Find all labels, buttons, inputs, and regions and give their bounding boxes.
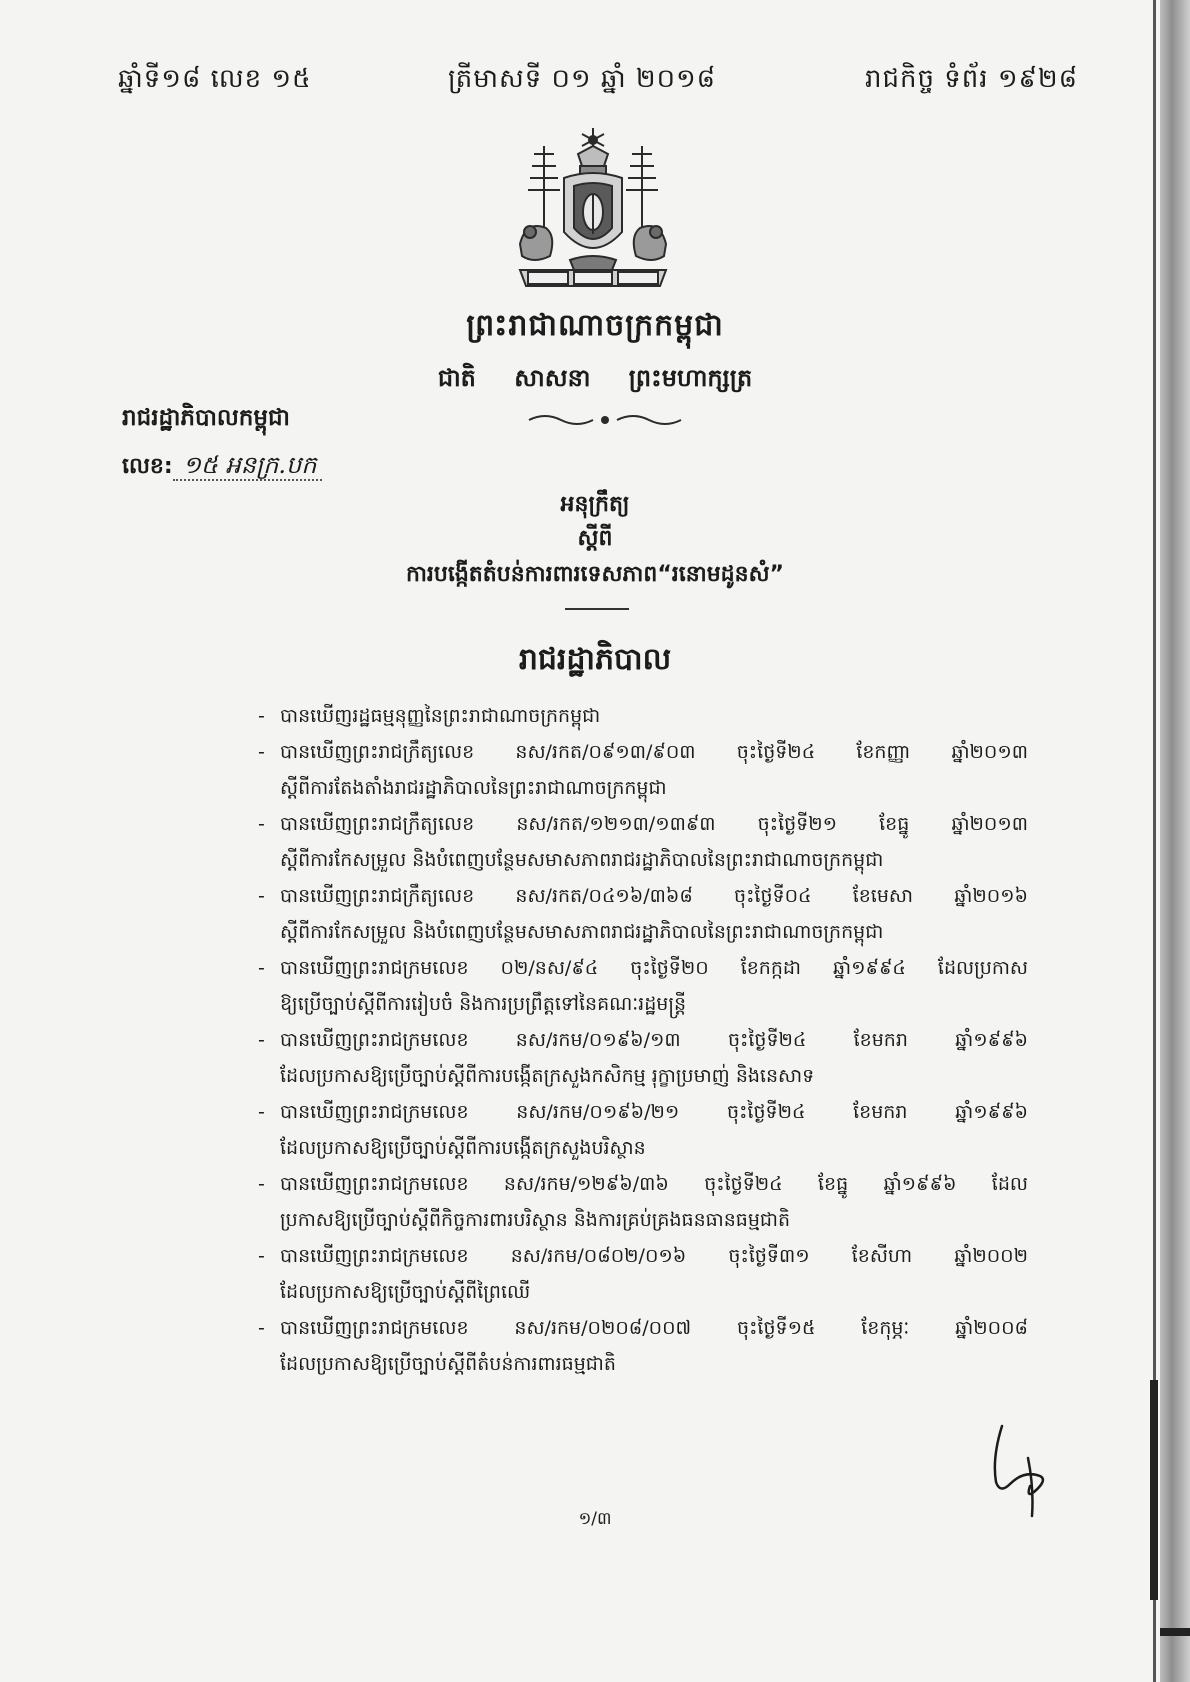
signature-initial-icon [990,1418,1060,1518]
document-title: ការបង្កើតតំបន់ការពារទេសភាព“រនោមដូនសំ” [405,562,785,587]
national-motto: ជាតិ សាសនា ព្រះមហាក្សត្រ [437,364,753,392]
list-item-line: បានឃើញព្រះរាជក្រឹត្យលេខ នស/រកត/១២១៣/១៣៩៣ ចុះថ្ងៃទី២១ ខែធ្នូ ឆ្នាំ២០១៣ [280,813,1028,835]
reference-value: ១៥ អនក្រ.បក [173,451,323,481]
list-item-line: បានឃើញព្រះរាជក្រមលេខ នស/រកម/០១៩៦/២១ ចុះថ្ងៃទី២៤ ខែមករា ឆ្នាំ១៩៩៦ [280,1101,1028,1123]
list-item-line: ដែលប្រកាសឱ្យប្រើច្បាប់ស្ដីពីការបង្កើតក្រសួងកសិកម្ម រុក្ខាប្រមាញ់ និងនេសាទ [280,1065,815,1087]
gazette-header [118,62,1078,102]
list-item-line: បានឃើញព្រះរាជក្រមលេខ នស/រកម/០៨០២/០១៦ ចុះថ្ងៃទី៣១ ខែសីហា ឆ្នាំ២០០២ [280,1245,1028,1267]
list-item: - បានឃើញព្រះរាជក្រមលេខ ០២/នស/៩៤ ចុះថ្ងៃទី២០ ខែកក្កដា ឆ្នាំ១៩៩៤ ដែលប្រកាស ឱ្យប្រើច្បាប់ស្ដីពីការរៀបចំ និងការប្រព្រឹត្តទៅនៃគណៈរដ្ឋមន្ត្រី [258,950,1028,1022]
list-item-line: ស្ដីពីការកែសម្រួល និងបំពេញបន្ថែមសមាសភាពរាជរដ្ឋាភិបាលនៃព្រះរាជាណាចក្រកម្ពុជា [280,849,884,871]
list-item-line: ឱ្យប្រើច្បាប់ស្ដីពីការរៀបចំ និងការប្រព្រឹត្តទៅនៃគណៈរដ្ឋមន្ត្រី [280,993,687,1015]
page-number: ១/៣ [578,1509,612,1529]
list-item-line: បានឃើញព្រះរាជក្រឹត្យលេខ នស/រកត/០៩១៣/៩០៣ ចុះថ្ងៃទី២៤ ខែកញ្ញា ឆ្នាំ២០១៣ [280,741,1028,763]
kingdom-title: ព្រះរាជាណាចក្រកម្ពុជា [466,308,724,343]
header-issue: ឆ្នាំទី១៨ លេខ ១៥ [118,64,312,94]
list-item: - បានឃើញព្រះរាជក្រឹត្យលេខ នស/រកត/១២១៣/១៣៩៣ ចុះថ្ងៃទី២១ ខែធ្នូ ឆ្នាំ២០១៣ ស្ដីពីការកែសម្រួល និងបំពេញបន្ថែមសមាសភាពរាជរដ្ឋាភិបាលនៃព្រះរាជាណាចក្រកម្ពុជា [258,806,1028,878]
document-about: ស្ដីពី [577,526,613,551]
scan-edge-mark [1160,1628,1190,1636]
list-item-line: ដែលប្រកាសឱ្យប្រើច្បាប់ស្ដីពីការបង្កើតក្រសួងបរិស្ថាន [280,1137,646,1159]
list-item-line: បានឃើញព្រះរាជក្រមលេខ នស/រកម/១២៩៦/៣៦ ចុះថ្ងៃទី២៤ ខែធ្នូ ឆ្នាំ១៩៩៦ ដែល [280,1173,1028,1195]
title-divider [565,608,629,610]
ornament-divider-icon [525,412,685,428]
list-item-line: បានឃើញរដ្ឋធម្មនុញ្ញនៃព្រះរាជាណាចក្រកម្ពុជា [280,705,601,727]
document-type: អនុក្រឹត្យ [560,492,630,517]
scan-edge-shadow [1160,0,1190,1682]
issuing-government: រាជរដ្ឋាភិបាលកម្ពុជា [122,405,290,431]
list-item-line: បានឃើញព្រះរាជក្រមលេខ នស/រកម/០១៩៦/១៣ ចុះថ្ងៃទី២៤ ខែមករា ឆ្នាំ១៩៩៦ [280,1029,1028,1051]
list-item: - បានឃើញរដ្ឋធម្មនុញ្ញនៃព្រះរាជាណាចក្រកម្ពុជា [258,698,1028,734]
list-item: - បានឃើញព្រះរាជក្រមលេខ នស/រកម/០១៩៦/១៣ ចុះថ្ងៃទី២៤ ខែមករា ឆ្នាំ១៩៩៦ ដែលប្រកាសឱ្យប្រើច្បាប់ស្ដីពីការបង្កើតក្រសួងកសិកម្ម រុក្ខាប្រមាញ់ និងនេសាទ [258,1022,1028,1094]
reference-label: លេខ: [122,454,173,479]
header-page-ref: រាជកិច្ច ទំព័រ ១៩២៨ [865,64,1078,94]
list-item-line: បានឃើញព្រះរាជក្រឹត្យលេខ នស/រកត/០៤១៦/៣៦៨ ចុះថ្ងៃទី០៤ ខែមេសា ឆ្នាំ២០១៦ [280,885,1028,907]
list-item: - បានឃើញព្រះរាជក្រមលេខ នស/រកម/០២០៨/០០៧ ចុះថ្ងៃទី១៥ ខែកុម្ភៈ ឆ្នាំ២០០៨ ដែលប្រកាសឱ្យប្រើច្បាប់ស្ដីពីតំបន់ការពារធម្មជាតិ [258,1310,1028,1382]
list-item: - បានឃើញព្រះរាជក្រឹត្យលេខ នស/រកត/០៩១៣/៩០៣ ចុះថ្ងៃទី២៤ ខែកញ្ញា ឆ្នាំ២០១៣ ស្ដីពីការតែងតាំងរាជរដ្ឋាភិបាលនៃព្រះរាជាណាចក្រកម្ពុជា [258,734,1028,806]
list-item: - បានឃើញព្រះរាជក្រឹត្យលេខ នស/រកត/០៤១៦/៣៦៨ ចុះថ្ងៃទី០៤ ខែមេសា ឆ្នាំ២០១៦ ស្ដីពីការកែសម្រួល និងបំពេញបន្ថែមសមាសភាពរាជរដ្ឋាភិបាលនៃព្រះរាជាណាចក្រកម្ពុជា [258,878,1028,950]
list-item: - បានឃើញព្រះរាជក្រមលេខ នស/រកម/០៨០២/០១៦ ចុះថ្ងៃទី៣១ ខែសីហា ឆ្នាំ២០០២ ដែលប្រកាសឱ្យប្រើច្បាប់ស្ដីពីព្រៃឈើ [258,1238,1028,1310]
list-item-line: ដែលប្រកាសឱ្យប្រើច្បាប់ស្ដីពីព្រៃឈើ [280,1281,531,1303]
list-item-line: បានឃើញព្រះរាជក្រមលេខ ០២/នស/៩៤ ចុះថ្ងៃទី២០ ខែកក្កដា ឆ្នាំ១៩៩៤ ដែលប្រកាស [280,957,1028,979]
header-quarter: ត្រីមាសទី ០១ ឆ្នាំ ២០១៨ [448,64,717,94]
scan-edge-mark [1150,1380,1158,1600]
royal-arms-emblem-icon [500,124,686,300]
authority-heading: រាជរដ្ឋាភិបាល [518,642,672,677]
list-item-line: ដែលប្រកាសឱ្យប្រើច្បាប់ស្ដីពីតំបន់ការពារធម្មជាតិ [280,1353,616,1375]
list-item: - បានឃើញព្រះរាជក្រមលេខ នស/រកម/១២៩៦/៣៦ ចុះថ្ងៃទី២៤ ខែធ្នូ ឆ្នាំ១៩៩៦ ដែល ប្រកាសឱ្យប្រើច្បាប់ស្ដីពីកិច្ចការពារបរិស្ថាន និងការគ្រប់គ្រងធនធានធម្មជាតិ [258,1166,1028,1238]
list-item: - បានឃើញព្រះរាជក្រមលេខ នស/រកម/០១៩៦/២១ ចុះថ្ងៃទី២៤ ខែមករា ឆ្នាំ១៩៩៦ ដែលប្រកាសឱ្យប្រើច្បាប់ស្ដីពីការបង្កើតក្រសួងបរិស្ថាន [258,1094,1028,1166]
preamble-list [258,698,1028,1382]
list-item-line: បានឃើញព្រះរាជក្រមលេខ នស/រកម/០២០៨/០០៧ ចុះថ្ងៃទី១៥ ខែកុម្ភៈ ឆ្នាំ២០០៨ [280,1317,1028,1339]
list-item-line: ស្ដីពីការកែសម្រួល និងបំពេញបន្ថែមសមាសភាពរាជរដ្ឋាភិបាលនៃព្រះរាជាណាចក្រកម្ពុជា [280,921,884,943]
list-item-line: ប្រកាសឱ្យប្រើច្បាប់ស្ដីពីកិច្ចការពារបរិស្ថាន និងការគ្រប់គ្រងធនធានធម្មជាតិ [280,1209,791,1231]
reference-number [122,450,322,485]
list-item-line: ស្ដីពីការតែងតាំងរាជរដ្ឋាភិបាលនៃព្រះរាជាណាចក្រកម្ពុជា [280,777,667,799]
